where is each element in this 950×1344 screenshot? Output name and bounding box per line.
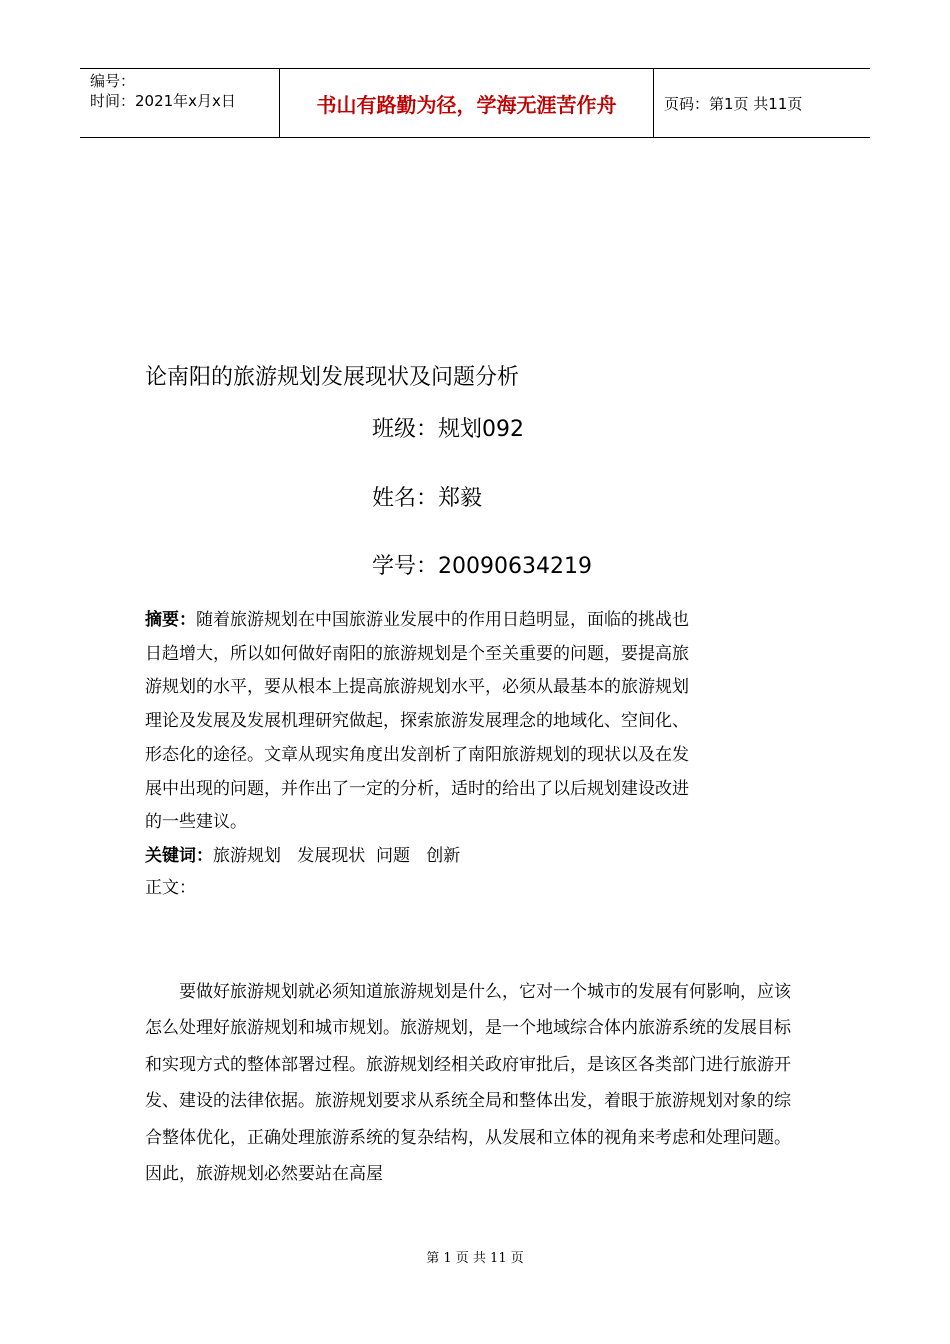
page-footer: 第 1 页 共 11 页: [426, 1251, 524, 1266]
keywords-line: [145, 840, 805, 873]
abstract-line: 理论及发展及发展机理研究做起，探索旅游发展理念的地域化、空间化、: [145, 711, 689, 732]
body-label: 正文：: [145, 877, 196, 898]
header-meta-cell: [80, 69, 280, 137]
class-line: 班级：规划092: [372, 417, 524, 442]
abstract-line: 日趋增大，所以如何做好南阳的旅游规划是个至关重要的问题，要提高旅: [145, 643, 689, 664]
abstract-line: 游规划的水平，要从根本上提高旅游规划水平，必须从最基本的旅游规划: [145, 677, 689, 698]
document-title: 论南阳的旅游规划发展现状及问题分析: [145, 365, 520, 390]
name-line: 姓名：郑毅: [372, 486, 483, 511]
student-id-line: 学号：20090634219: [372, 554, 592, 579]
page-header: [80, 68, 870, 138]
abstract-line: 展中出现的问题，并作出了一定的分析，适时的给出了以后规划建设改进: [145, 778, 689, 799]
header-page-info: 页码：第1页 共11页: [664, 94, 803, 113]
abstract-label: 摘要：: [145, 610, 196, 630]
keywords-text: 旅游规划 发展现状 问题 创新: [213, 845, 461, 866]
abstract-line: 的一些建议。: [145, 812, 247, 833]
abstract-line: 形态化的途径。文章从现实角度出发剖析了南阳旅游规划的现状以及在发: [145, 744, 689, 765]
time-label: 时间：2021年x月x日: [90, 92, 236, 110]
abstract-section: [145, 604, 805, 904]
number-label: 编号：: [90, 72, 136, 90]
abstract-line: 摘要：随着旅游规划在中国旅游业发展中的作用日趋明显，面临的挑战也: [145, 610, 689, 630]
keywords-label: 关键词：: [145, 845, 213, 866]
body-paragraph: 要做好旅游规划就必须知道旅游规划是什么，它对一个城市的发展有何影响，应该怎么处理好旅游规划和城市规划。旅游规划，是一个地域综合体内旅游系统的发展目标和实现方式的整体部署过程。旅游规划经相关政府审批后，是该区各类部门进行旅游开发、建设的法律依据。旅游规划要求从系统全局和整体出发，着眼于旅游规划对象的综合整体优化，正确处理旅游系统的复杂结构，从发展和立体的视角来考虑和处理问题。因此，旅游规划必然要站在高屋: [145, 982, 791, 1185]
header-motto: 书山有路勤为径，学海无涯苦作舟: [280, 69, 654, 137]
